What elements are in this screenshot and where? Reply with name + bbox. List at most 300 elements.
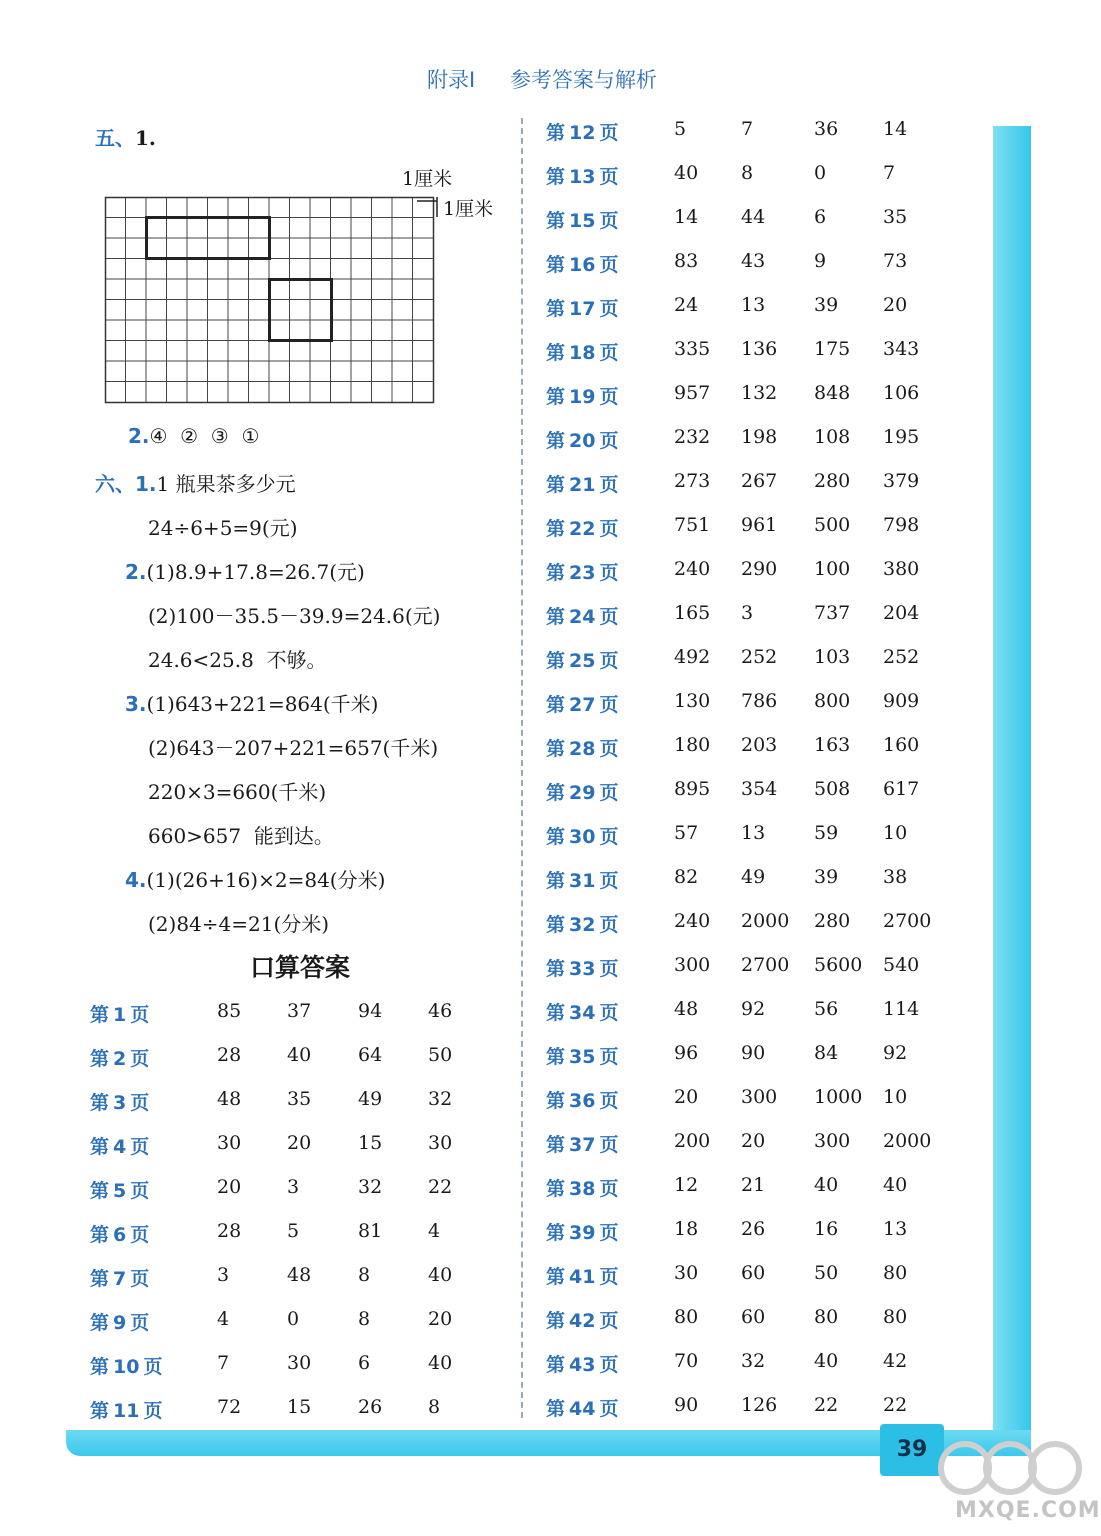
answer-value: 12 (674, 1174, 699, 1196)
answer-value: 300 (674, 954, 711, 976)
answer-value: 37 (287, 1000, 312, 1022)
q6-sub2-number: 2. (125, 560, 147, 584)
q6-line5: 24.6<25.8 不够。 (148, 648, 327, 672)
answer-value: 36 (814, 118, 839, 140)
answer-value: 379 (883, 470, 920, 492)
page-label-prefix: 第 (546, 1002, 566, 1024)
page-label (546, 162, 618, 189)
answer-row (546, 778, 966, 808)
q6-number: 1. (135, 472, 157, 496)
answer-value: 84 (814, 1042, 839, 1064)
page-label-prefix: 第 (546, 1178, 566, 1200)
watermark-text: MXQE.COM (955, 1498, 1101, 1523)
answer-value: 14 (674, 206, 699, 228)
page-label-number: 23 (569, 562, 596, 584)
answer-value: 83 (674, 250, 699, 272)
answer-value: 73 (883, 250, 908, 272)
answer-value: 16 (814, 1218, 839, 1240)
answer-value: 35 (883, 206, 908, 228)
page-label-number: 5 (113, 1180, 127, 1202)
grid-annotation-top: 1厘米 (402, 168, 453, 190)
answer-value: 40 (674, 162, 699, 184)
answer-row (546, 646, 966, 676)
answer-value: 60 (741, 1306, 766, 1328)
answer-value: 92 (741, 998, 766, 1020)
answer-value: 20 (883, 294, 908, 316)
q6-line8: 220×3=660(千米) (148, 780, 327, 804)
q6-line9: 660>657 能到达。 (148, 824, 334, 848)
page-label (546, 338, 618, 365)
answer-value: 895 (674, 778, 711, 800)
page-label-suffix: 页 (599, 166, 619, 188)
page-label (90, 1396, 162, 1423)
answer-row (90, 1308, 510, 1338)
answer-row (90, 1396, 510, 1426)
answer-value: 38 (883, 866, 908, 888)
answer-row (546, 1306, 966, 1336)
page-label-prefix: 第 (546, 1354, 566, 1376)
answer-value: 100 (814, 558, 851, 580)
answer-value: 180 (674, 734, 711, 756)
answer-row (546, 734, 966, 764)
page-label-suffix: 页 (130, 1312, 150, 1334)
page-label (90, 1264, 149, 1291)
grid-figure (105, 197, 445, 413)
answer-value: 2000 (741, 910, 790, 932)
answer-value: 1000 (814, 1086, 863, 1108)
answer-value: 300 (741, 1086, 778, 1108)
answer-value: 20 (287, 1132, 312, 1154)
answer-value: 267 (741, 470, 778, 492)
answer-value: 44 (741, 206, 766, 228)
page-label-suffix: 页 (599, 298, 619, 320)
page-label-suffix: 页 (130, 1004, 150, 1026)
page-label-suffix: 页 (130, 1268, 150, 1290)
page-label-suffix: 页 (599, 1046, 619, 1068)
answer-row (546, 690, 966, 720)
page-label (90, 1000, 149, 1027)
page-label (546, 646, 618, 673)
answer-value: 203 (741, 734, 778, 756)
answer-value: 46 (428, 1000, 453, 1022)
answer-value: 80 (883, 1306, 908, 1328)
answer-value: 42 (883, 1350, 908, 1372)
answer-value: 39 (814, 294, 839, 316)
page-label-prefix: 第 (546, 826, 566, 848)
answer-value: 59 (814, 822, 839, 844)
page-label-number: 39 (569, 1222, 596, 1244)
page-label (90, 1044, 149, 1071)
answer-value: 56 (814, 998, 839, 1020)
answer-value: 737 (814, 602, 851, 624)
page-label-number: 19 (569, 386, 596, 408)
page-label-prefix: 第 (546, 298, 566, 320)
answer-value: 114 (883, 998, 920, 1020)
page-label-suffix: 页 (599, 1354, 619, 1376)
q5-sub2-text: ④ ② ③ ① (149, 424, 260, 448)
answer-row (546, 1262, 966, 1292)
page-label-number: 21 (569, 474, 596, 496)
answer-value: 80 (883, 1262, 908, 1284)
page-label-number: 27 (569, 694, 596, 716)
answer-value: 49 (358, 1088, 383, 1110)
page-label-prefix: 第 (546, 474, 566, 496)
page-label (546, 1306, 618, 1333)
answer-row (546, 558, 966, 588)
page-label-suffix: 页 (599, 914, 619, 936)
page-label-suffix: 页 (599, 826, 619, 848)
page-label-number: 44 (569, 1398, 596, 1420)
answer-value: 617 (883, 778, 920, 800)
answer-value: 500 (814, 514, 851, 536)
answer-row (546, 1218, 966, 1248)
page-label-prefix: 第 (546, 1134, 566, 1156)
q6-line1: 1 瓶果茶多少元 (156, 472, 296, 496)
answer-value: 28 (217, 1220, 242, 1242)
page-label-number: 41 (569, 1266, 596, 1288)
answer-value: 48 (674, 998, 699, 1020)
answer-value: 3 (741, 602, 754, 624)
page-label-prefix: 第 (90, 1312, 110, 1334)
page-label-prefix: 第 (90, 1268, 110, 1290)
page-label (546, 1174, 618, 1201)
page-label-number: 16 (569, 254, 596, 276)
answer-row (546, 998, 966, 1028)
answer-value: 106 (883, 382, 920, 404)
q6-line10: (1)(26+16)×2=84(分米) (146, 868, 386, 892)
page-label-number: 24 (569, 606, 596, 628)
page-label-suffix: 页 (599, 430, 619, 452)
answer-value: 7 (217, 1352, 230, 1374)
answer-row (546, 206, 966, 236)
page-label-suffix: 页 (599, 1266, 619, 1288)
page-label-number: 33 (569, 958, 596, 980)
answer-value: 20 (674, 1086, 699, 1108)
answer-value: 136 (741, 338, 778, 360)
page-label (546, 470, 618, 497)
page-label-number: 1 (113, 1004, 127, 1026)
answer-value: 30 (287, 1352, 312, 1374)
page-label-prefix: 第 (546, 914, 566, 936)
appendix-label: 附录Ⅰ (427, 68, 476, 92)
oral-answers-title: 口算答案 (249, 953, 350, 982)
page-label-suffix: 页 (599, 782, 619, 804)
answer-value: 751 (674, 514, 711, 536)
answer-value: 5600 (814, 954, 863, 976)
answer-value: 8 (358, 1264, 371, 1286)
answer-value: 160 (883, 734, 920, 756)
q6-line3: (1)8.9+17.8=26.7(元) (146, 560, 365, 584)
q6-line4: (2)100－35.5－39.9=24.6(元) (148, 604, 441, 628)
q6-line11: (2)84÷4=21(分米) (148, 912, 330, 936)
answer-value: 2700 (883, 910, 932, 932)
q5-sub2 (128, 424, 259, 448)
page-label-prefix: 第 (546, 650, 566, 672)
answer-row (546, 1174, 966, 1204)
page-label-number: 32 (569, 914, 596, 936)
answer-value: 198 (741, 426, 778, 448)
page-label (90, 1220, 149, 1247)
answer-value: 204 (883, 602, 920, 624)
page-label (546, 602, 618, 629)
answer-value: 22 (814, 1394, 839, 1416)
answer-value: 13 (741, 822, 766, 844)
page-label-suffix: 页 (130, 1136, 150, 1158)
page-label-prefix: 第 (546, 1046, 566, 1068)
answer-value: 540 (883, 954, 920, 976)
page-label-prefix: 第 (546, 518, 566, 540)
page-label-number: 2 (113, 1048, 127, 1070)
page-label-number: 4 (113, 1136, 127, 1158)
page-label-prefix: 第 (546, 342, 566, 364)
page-label-number: 9 (113, 1312, 127, 1334)
answer-value: 80 (674, 1306, 699, 1328)
answer-value: 240 (674, 910, 711, 932)
answer-value: 0 (287, 1308, 300, 1330)
page-label-suffix: 页 (130, 1092, 150, 1114)
page-label-prefix: 第 (546, 782, 566, 804)
page-label-number: 30 (569, 826, 596, 848)
answer-row (90, 1088, 510, 1118)
answer-value: 82 (674, 866, 699, 888)
page-label-prefix: 第 (546, 606, 566, 628)
answer-value: 957 (674, 382, 711, 404)
page-label-number: 31 (569, 870, 596, 892)
page-label-suffix: 页 (599, 1134, 619, 1156)
page-label-suffix: 页 (599, 1090, 619, 1112)
q6-sub4-number: 4. (125, 868, 147, 892)
page-label-number: 15 (569, 210, 596, 232)
answer-value: 132 (741, 382, 778, 404)
page-label-prefix: 第 (90, 1400, 110, 1422)
answer-value: 335 (674, 338, 711, 360)
answer-value: 20 (428, 1308, 453, 1330)
page-label-suffix: 页 (599, 386, 619, 408)
answer-value: 70 (674, 1350, 699, 1372)
answer-value: 22 (428, 1176, 453, 1198)
answer-row (90, 1044, 510, 1074)
answer-row (546, 866, 966, 896)
page-label-number: 43 (569, 1354, 596, 1376)
q5-sub2-number: 2. (128, 424, 150, 448)
page-label (546, 294, 618, 321)
answer-value: 90 (674, 1394, 699, 1416)
answer-value: 28 (217, 1044, 242, 1066)
page-label-suffix: 页 (599, 606, 619, 628)
q5-number: 1. (135, 126, 156, 150)
answer-value: 3 (287, 1176, 300, 1198)
page-label-prefix: 第 (546, 1310, 566, 1332)
page-label-suffix: 页 (599, 870, 619, 892)
square-shape (270, 280, 332, 341)
page-label-suffix: 页 (599, 958, 619, 980)
page-label (546, 1086, 618, 1113)
q6-title (95, 468, 296, 497)
answer-value: 6 (814, 206, 827, 228)
answer-value: 92 (883, 1042, 908, 1064)
header-title: 参考答案与解析 (509, 68, 657, 92)
answer-value: 32 (741, 1350, 766, 1372)
q6-line2: 24÷6+5=9(元) (148, 516, 298, 540)
decorative-side-bar (993, 126, 1031, 1446)
page-label-suffix: 页 (599, 254, 619, 276)
answer-row (546, 1394, 966, 1424)
answer-row (546, 250, 966, 280)
page-label-suffix: 页 (599, 650, 619, 672)
answer-value: 14 (883, 118, 908, 140)
answer-value: 48 (217, 1088, 242, 1110)
page-label-prefix: 第 (546, 386, 566, 408)
page-label-suffix: 页 (130, 1048, 150, 1070)
answer-value: 200 (674, 1130, 711, 1152)
q6-sub4 (125, 864, 385, 893)
page-label (546, 822, 618, 849)
page-label-number: 36 (569, 1090, 596, 1112)
page-label (546, 382, 618, 409)
page-label (546, 250, 618, 277)
answer-value: 280 (814, 910, 851, 932)
answer-value: 80 (814, 1306, 839, 1328)
page-label (546, 866, 618, 893)
page-label-prefix: 第 (546, 166, 566, 188)
q6-line7: (2)643－207+221=657(千米) (148, 736, 439, 760)
page-label-number: 28 (569, 738, 596, 760)
page-label-prefix: 第 (546, 1090, 566, 1112)
answer-row (90, 1264, 510, 1294)
answer-value: 961 (741, 514, 778, 536)
page-label-number: 17 (569, 298, 596, 320)
answer-value: 90 (741, 1042, 766, 1064)
page-label-number: 22 (569, 518, 596, 540)
page-label (546, 1130, 618, 1157)
page-header (0, 64, 1084, 94)
page-label-number: 34 (569, 1002, 596, 1024)
answer-value: 13 (883, 1218, 908, 1240)
answer-value: 15 (358, 1132, 383, 1154)
answer-value: 3 (217, 1264, 230, 1286)
answer-value: 8 (358, 1308, 371, 1330)
answer-value: 280 (814, 470, 851, 492)
answer-value: 26 (741, 1218, 766, 1240)
answer-value: 72 (217, 1396, 242, 1418)
answer-value: 96 (674, 1042, 699, 1064)
page-label-suffix: 页 (130, 1180, 150, 1202)
answer-value: 50 (428, 1044, 453, 1066)
page-label-number: 35 (569, 1046, 596, 1068)
page-label-suffix: 页 (599, 562, 619, 584)
page-label-suffix: 页 (599, 518, 619, 540)
page-label (546, 514, 618, 541)
page-label-prefix: 第 (546, 122, 566, 144)
answer-value: 290 (741, 558, 778, 580)
answer-value: 800 (814, 690, 851, 712)
q6-prefix: 六、 (95, 472, 135, 496)
page-label (546, 690, 618, 717)
answer-value: 39 (814, 866, 839, 888)
page-label-number: 42 (569, 1310, 596, 1332)
page-label-suffix: 页 (599, 1002, 619, 1024)
answer-row (546, 294, 966, 324)
page-label-number: 38 (569, 1178, 596, 1200)
answer-value: 24 (674, 294, 699, 316)
answer-value: 48 (287, 1264, 312, 1286)
answer-value: 20 (217, 1176, 242, 1198)
page-label-prefix: 第 (546, 694, 566, 716)
answer-value: 10 (883, 822, 908, 844)
page-label-suffix: 页 (143, 1356, 163, 1378)
answer-value: 786 (741, 690, 778, 712)
answer-value: 64 (358, 1044, 383, 1066)
q6-sub3-number: 3. (125, 692, 147, 716)
page-label-prefix: 第 (90, 1224, 110, 1246)
page-label (90, 1132, 149, 1159)
page-label-suffix: 页 (599, 738, 619, 760)
answer-value: 380 (883, 558, 920, 580)
page-label-prefix: 第 (546, 430, 566, 452)
answer-value: 8 (741, 162, 754, 184)
page-label-suffix: 页 (599, 694, 619, 716)
answer-row (546, 1130, 966, 1160)
answer-value: 9 (814, 250, 827, 272)
answer-value: 60 (741, 1262, 766, 1284)
page-label-number: 10 (113, 1356, 140, 1378)
page-label-prefix: 第 (90, 1092, 110, 1114)
page-label-prefix: 第 (546, 210, 566, 232)
page-label-number: 6 (113, 1224, 127, 1246)
answer-value: 8 (428, 1396, 441, 1418)
page-label-prefix: 第 (90, 1048, 110, 1070)
answer-value: 108 (814, 426, 851, 448)
answer-row (546, 1086, 966, 1116)
answer-row (546, 1350, 966, 1380)
answer-value: 18 (674, 1218, 699, 1240)
page-label-suffix: 页 (599, 1310, 619, 1332)
answer-row (546, 602, 966, 632)
page-label-suffix: 页 (599, 122, 619, 144)
page-label-number: 3 (113, 1092, 127, 1114)
answer-value: 30 (428, 1132, 453, 1154)
page-label-prefix: 第 (546, 1222, 566, 1244)
page-label-prefix: 第 (546, 1398, 566, 1420)
page-label-prefix: 第 (90, 1356, 110, 1378)
answer-value: 273 (674, 470, 711, 492)
answer-value: 94 (358, 1000, 383, 1022)
answer-value: 0 (814, 162, 827, 184)
answer-row (546, 1042, 966, 1072)
page-label (546, 1218, 618, 1245)
answer-value: 30 (674, 1262, 699, 1284)
page-label-suffix: 页 (130, 1224, 150, 1246)
answer-value: 2700 (741, 954, 790, 976)
answer-value: 232 (674, 426, 711, 448)
answer-value: 2000 (883, 1130, 932, 1152)
answer-value: 7 (883, 162, 896, 184)
answer-value: 195 (883, 426, 920, 448)
page-label-number: 12 (569, 122, 596, 144)
answer-value: 163 (814, 734, 851, 756)
answer-value: 6 (358, 1352, 371, 1374)
page-label (546, 558, 618, 585)
page-label-prefix: 第 (546, 738, 566, 760)
answer-value: 43 (741, 250, 766, 272)
page-label (90, 1352, 162, 1379)
page-label-prefix: 第 (90, 1180, 110, 1202)
page-label-number: 13 (569, 166, 596, 188)
page-label (90, 1308, 149, 1335)
page-label-suffix: 页 (599, 210, 619, 232)
answer-value: 50 (814, 1262, 839, 1284)
answer-value: 103 (814, 646, 851, 668)
